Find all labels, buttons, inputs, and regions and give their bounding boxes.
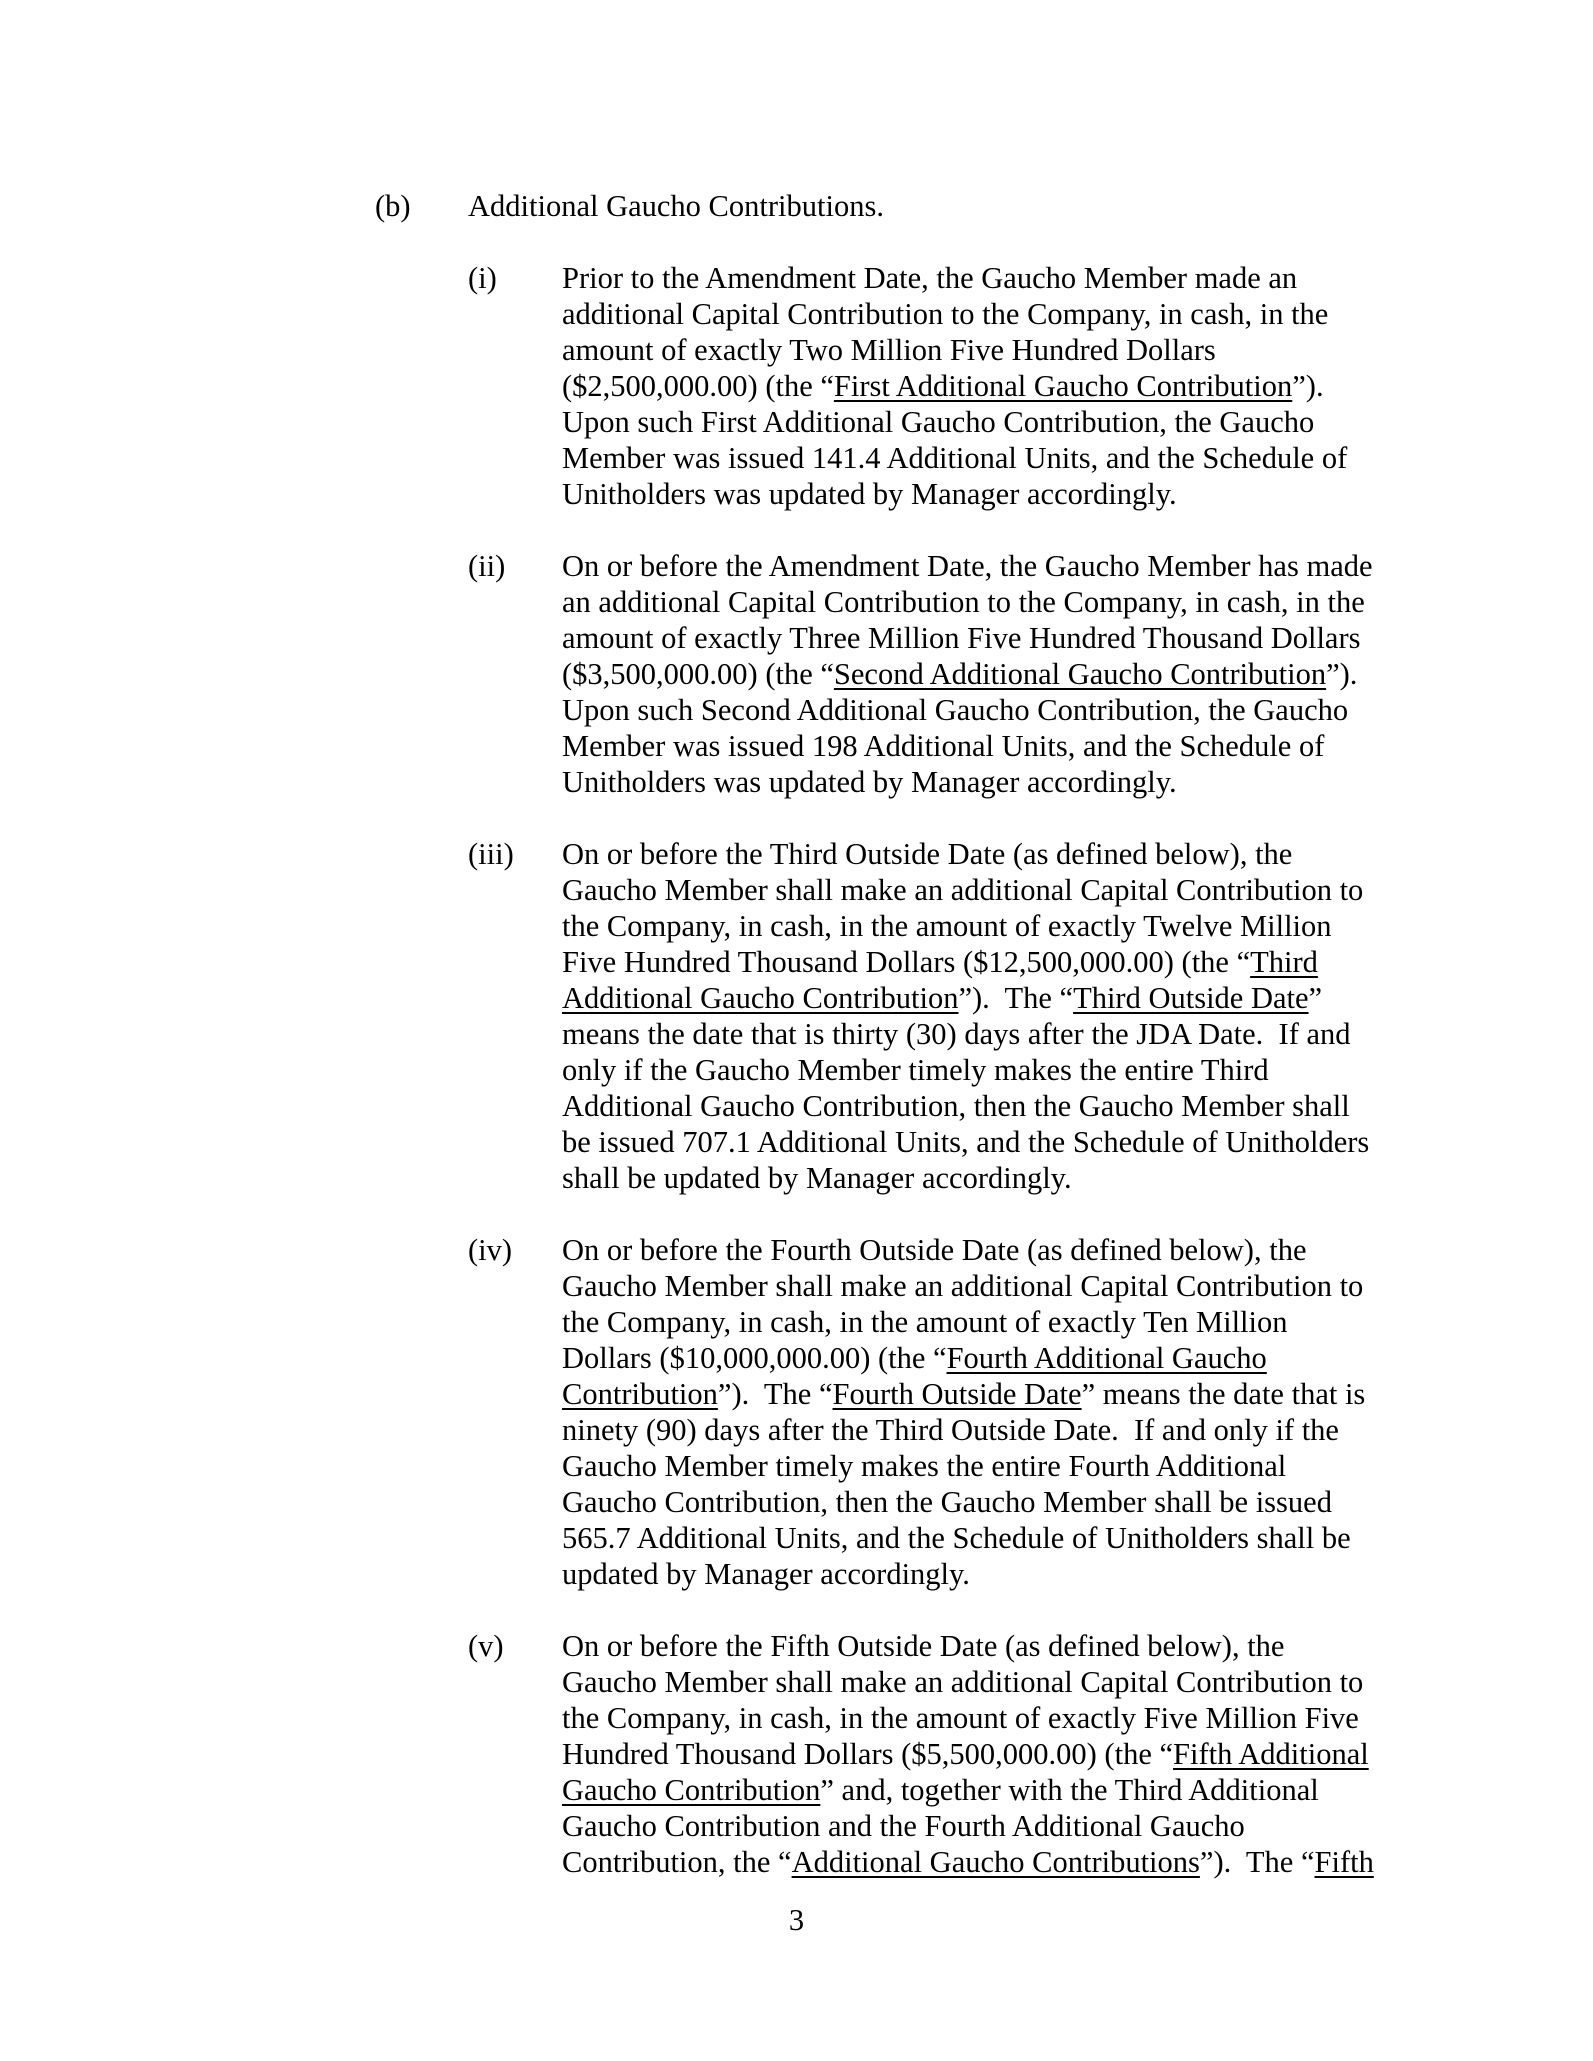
- text-segment: Unitholders was updated by Manager accordingly.: [562, 477, 1177, 511]
- text-line: [562, 656, 1428, 692]
- text-segment: updated by Manager accordingly.: [562, 1557, 970, 1591]
- list-item-text: [562, 836, 1428, 1196]
- text-segment: only if the Gaucho Member timely makes the entire Third: [562, 1053, 1269, 1087]
- text-segment: ”). The “: [1199, 1845, 1315, 1879]
- text-segment: ”).: [1326, 657, 1358, 691]
- text-line: [562, 1736, 1428, 1772]
- text-segment: Member was issued 141.4 Additional Units, and the Schedule of: [562, 441, 1348, 475]
- text-segment: additional Capital Contribution to the Company, in cash, in the: [562, 297, 1329, 331]
- text-segment: Dollars ($10,000,000.00) (the “: [562, 1341, 947, 1375]
- list-item: [468, 1628, 1428, 1880]
- defined-term-underlined: Gaucho Contribution: [562, 1773, 821, 1807]
- text-line: [562, 404, 1428, 440]
- list-item-text: [562, 1232, 1428, 1592]
- subsection-list: [468, 260, 1428, 1880]
- text-segment: shall be updated by Manager accordingly.: [562, 1161, 1072, 1195]
- list-item-label: (v): [468, 1629, 504, 1663]
- section-b-paragraph: [375, 188, 884, 224]
- text-line: [562, 548, 1428, 584]
- text-line: [562, 1700, 1428, 1736]
- text-line: [562, 1808, 1428, 1844]
- defined-term-underlined: Fifth Additional: [1173, 1737, 1369, 1771]
- text-line: [562, 944, 1428, 980]
- text-line: [562, 1268, 1428, 1304]
- list-item-label: (iii): [468, 837, 514, 871]
- list-item-text: [562, 1628, 1428, 1880]
- text-segment: be issued 707.1 Additional Units, and the Schedule of Unitholders: [562, 1125, 1370, 1159]
- defined-term-underlined: Third: [1250, 945, 1318, 979]
- list-item: [468, 1232, 1428, 1592]
- text-segment: On or before the Fifth Outside Date (as defined below), the: [562, 1629, 1285, 1663]
- page-number: 3: [788, 1903, 805, 1937]
- text-segment: Upon such First Additional Gaucho Contribution, the Gaucho: [562, 405, 1315, 439]
- text-segment: ”).: [1292, 369, 1324, 403]
- text-line: [562, 1160, 1428, 1196]
- text-segment: Five Hundred Thousand Dollars ($12,500,000.00) (the “: [562, 945, 1251, 979]
- text-segment: Member was issued 198 Additional Units, and the Schedule of: [562, 729, 1325, 763]
- text-segment: 565.7 Additional Units, and the Schedule of Unitholders shall be: [562, 1521, 1351, 1555]
- text-line: [562, 1844, 1428, 1880]
- text-line: [562, 1304, 1428, 1340]
- defined-term-underlined: Second Additional Gaucho Contribution: [833, 657, 1327, 691]
- text-line: [562, 1772, 1428, 1808]
- text-segment: the Company, in cash, in the amount of exactly Twelve Million: [562, 909, 1332, 943]
- text-line: [562, 908, 1428, 944]
- text-segment: ($2,500,000.00) (the “: [562, 369, 834, 403]
- text-line: [562, 1520, 1428, 1556]
- list-item-label: (iv): [468, 1233, 513, 1267]
- text-line: [562, 836, 1428, 872]
- defined-term-underlined: Additional Gaucho Contributions: [791, 1845, 1200, 1879]
- text-segment: ” and, together with the Third Additional: [820, 1773, 1319, 1807]
- text-segment: ”). The “: [717, 1377, 833, 1411]
- text-line: [562, 1664, 1428, 1700]
- text-segment: means the date that is thirty (30) days after the JDA Date. If and: [562, 1017, 1351, 1051]
- text-line: [562, 476, 1428, 512]
- text-segment: the Company, in cash, in the amount of exactly Ten Million: [562, 1305, 1288, 1339]
- text-segment: Gaucho Member shall make an additional Capital Contribution to: [562, 873, 1364, 907]
- text-segment: On or before the Amendment Date, the Gaucho Member has made: [562, 549, 1373, 583]
- text-segment: Gaucho Member shall make an additional Capital Contribution to: [562, 1665, 1364, 1699]
- text-line: [562, 368, 1428, 404]
- list-item-text: [562, 548, 1428, 800]
- section-b-title: Additional Gaucho Contributions.: [468, 189, 884, 223]
- text-line: [562, 980, 1428, 1016]
- text-line: [562, 1124, 1428, 1160]
- list-item-label: (i): [468, 261, 497, 295]
- list-item: [468, 836, 1428, 1196]
- defined-term-underlined: Fourth Outside Date: [832, 1377, 1082, 1411]
- text-segment: the Company, in cash, in the amount of exactly Five Million Five: [562, 1701, 1359, 1735]
- text-segment: ” means the date that is: [1081, 1377, 1366, 1411]
- text-segment: ”). The “: [958, 981, 1074, 1015]
- text-line: [562, 1556, 1428, 1592]
- text-line: [562, 1628, 1428, 1664]
- text-line: [562, 260, 1428, 296]
- text-line: [562, 440, 1428, 476]
- text-segment: Prior to the Amendment Date, the Gaucho Member made an: [562, 261, 1298, 295]
- defined-term-underlined: Additional Gaucho Contribution: [562, 981, 959, 1015]
- text-segment: ($3,500,000.00) (the “: [562, 657, 834, 691]
- text-segment: Additional Gaucho Contribution, then the Gaucho Member shall: [562, 1089, 1350, 1123]
- text-line: [562, 1484, 1428, 1520]
- text-segment: amount of exactly Two Million Five Hundred Dollars: [562, 333, 1216, 367]
- text-segment: Unitholders was updated by Manager accordingly.: [562, 765, 1177, 799]
- text-line: [562, 1016, 1428, 1052]
- text-segment: Contribution, the “: [562, 1845, 792, 1879]
- text-segment: ninety (90) days after the Third Outside Date. If and only if the: [562, 1413, 1339, 1447]
- list-item: [468, 548, 1428, 800]
- text-segment: ”: [1308, 981, 1323, 1015]
- defined-term-underlined: Fifth: [1314, 1845, 1374, 1879]
- text-line: [562, 1448, 1428, 1484]
- text-segment: an additional Capital Contribution to the Company, in cash, in the: [562, 585, 1365, 619]
- text-line: [562, 296, 1428, 332]
- defined-term-underlined: Fourth Additional Gaucho: [946, 1341, 1267, 1375]
- text-segment: Hundred Thousand Dollars ($5,500,000.00) (the “: [562, 1737, 1174, 1771]
- defined-term-underlined: Contribution: [562, 1377, 718, 1411]
- text-line: [562, 728, 1428, 764]
- defined-term-underlined: First Additional Gaucho Contribution: [833, 369, 1293, 403]
- text-segment: Gaucho Contribution, then the Gaucho Member shall be issued: [562, 1485, 1332, 1519]
- list-item: [468, 260, 1428, 512]
- text-segment: Gaucho Contribution and the Fourth Additional Gaucho: [562, 1809, 1245, 1843]
- text-line: [562, 1376, 1428, 1412]
- text-line: [562, 764, 1428, 800]
- text-line: [562, 1232, 1428, 1268]
- list-item-label: (ii): [468, 549, 506, 583]
- text-line: [562, 584, 1428, 620]
- defined-term-underlined: Third Outside Date: [1073, 981, 1309, 1015]
- text-segment: On or before the Fourth Outside Date (as defined below), the: [562, 1233, 1307, 1267]
- section-b-label: (b): [375, 189, 411, 223]
- text-line: [562, 1088, 1428, 1124]
- text-line: [562, 692, 1428, 728]
- text-segment: Gaucho Member timely makes the entire Fourth Additional: [562, 1449, 1287, 1483]
- text-segment: On or before the Third Outside Date (as defined below), the: [562, 837, 1293, 871]
- text-line: [562, 620, 1428, 656]
- text-segment: Gaucho Member shall make an additional Capital Contribution to: [562, 1269, 1364, 1303]
- text-line: [562, 332, 1428, 368]
- text-line: [562, 1412, 1428, 1448]
- text-segment: Upon such Second Additional Gaucho Contribution, the Gaucho: [562, 693, 1349, 727]
- list-item-text: [562, 260, 1428, 512]
- text-segment: amount of exactly Three Million Five Hundred Thousand Dollars: [562, 621, 1361, 655]
- text-line: [562, 872, 1428, 908]
- text-line: [562, 1052, 1428, 1088]
- text-line: [562, 1340, 1428, 1376]
